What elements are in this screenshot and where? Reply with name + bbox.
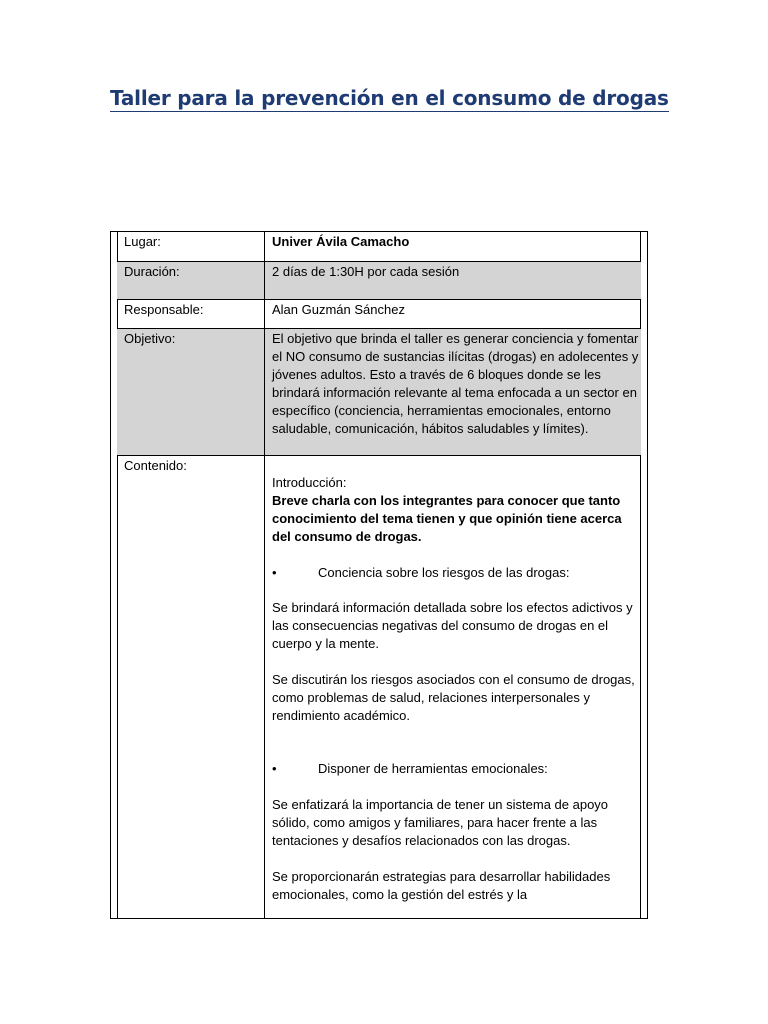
document-title: Taller para la prevención en el consumo de drogas: [110, 86, 669, 110]
row-objetivo: [117, 329, 641, 456]
value-duracion: 2 días de 1:30H por cada sesión: [272, 264, 460, 279]
label-objetivo: Objetivo:: [117, 329, 265, 455]
paragraph: Se discutirán los riesgos asociados con el consumo de drogas, como problemas de salud, relaciones interpersonales y rendimiento académico.: [272, 671, 635, 723]
info-table: [110, 231, 648, 919]
paragraph: Se brindará información detallada sobre los efectos adictivos y las consecuencias negativas del consumo de drogas en el cuerpo y la mente.: [272, 600, 633, 652]
paragraph: Se enfatizará la importancia de tener un sistema de apoyo sólido, como amigos y familiares, para hacer frente a las tentaciones y desafíos relacionados con las drogas.: [272, 797, 609, 849]
label-duracion: Duración:: [117, 262, 265, 299]
bullet-item-riesgos: [272, 564, 641, 582]
bullet-dot: •: [272, 564, 277, 580]
bullet-dot: •: [272, 761, 277, 777]
paragraph: Se proporcionarán estrategias para desarrollar habilidades emocionales, como la gestión del estrés y la: [272, 868, 611, 902]
label-lugar: Lugar:: [117, 232, 265, 261]
bullet-text: Disponer de herramientas emocionales:: [318, 761, 548, 777]
intro-text: Breve charla con los integrantes para conocer que tanto conocimiento del tema tienen y que opinión tiene acerca del consumo de drogas.: [272, 492, 622, 544]
intro-heading: Introducción:: [272, 475, 347, 490]
row-contenido: [117, 456, 641, 919]
bullet-text: Conciencia sobre los riesgos de las drogas:: [318, 564, 570, 580]
row-responsable: [117, 300, 641, 329]
bullet-item-herramientas: [272, 760, 641, 778]
label-responsable: Responsable:: [117, 300, 265, 328]
value-objetivo: El objetivo que brinda el taller es generar conciencia y fomentar el NO consumo de sustancias ilícitas (drogas) en adolecentes y jóvenes adultos. Esto a través de 6 bloques donde se les brindará información relevante al tema enfocada a un sector en específico (conciencia, herramientas emocionales, entorno saludable, comunicación, hábitos saludables y límites).: [272, 331, 639, 436]
label-contenido: Contenido:: [117, 456, 265, 919]
value-responsable: Alan Guzmán Sánchez: [272, 302, 405, 317]
row-lugar: [117, 232, 641, 262]
row-duracion: [117, 262, 641, 300]
value-lugar: Univer Ávila Camacho: [272, 234, 410, 249]
value-contenido: [265, 456, 641, 919]
